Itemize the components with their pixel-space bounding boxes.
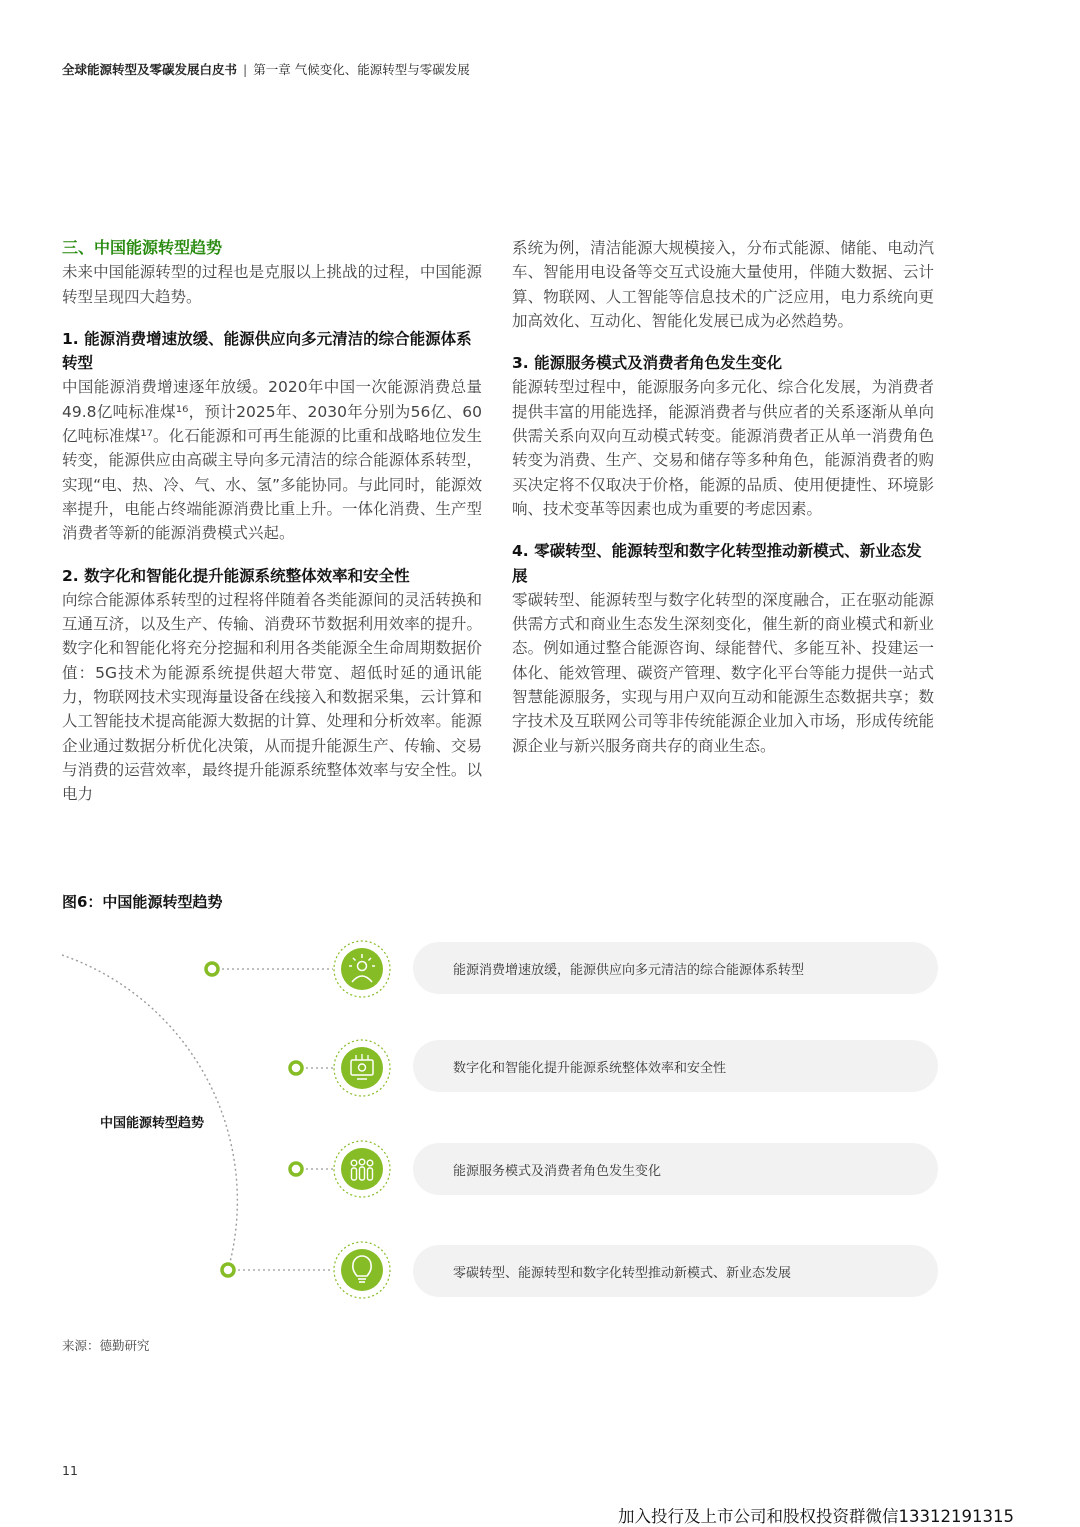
trend-pill-1-label: 能源消费增速放缓，能源供应向多元清洁的综合能源体系转型 — [453, 962, 805, 978]
people-group-icon — [334, 1141, 390, 1197]
trend-pill-1 — [413, 942, 938, 994]
trend-pill-2 — [413, 1040, 938, 1092]
trend-2-body: 向综合能源体系转型的过程将伴随着各类能源间的灵活转换和互通互济，以及生产、传输、消费环节数据利用效率的提升。数字化和智能化将充分挖掘和利用各类能源全生命周期数据价值：5G技术为能源系统提供超大带宽、超低时延的通讯能力，物联网技术实现海量设备在线接入和数据采集，云计算和人工智能技术提高能源大数据的计算、处理和分析效率。能源企业通过数据分析优化决策，从而提升能源生产、传输、交易与消费的运营效率，最终提升能源系统整体效率与安全性。以电力 — [62, 590, 482, 804]
figure-source: 来源：德勤研究 — [62, 1338, 150, 1353]
trend-4-title: 4. 零碳转型、能源转型和数字化转型推动新模式、新业态发展 — [512, 542, 922, 585]
trend-4-body: 零碳转型、能源转型与数字化转型的深度融合，正在驱动能源供需方式和商业生态发生深刻变化，催生新的商业模式和新业态。例如通过整合能源咨询、绿能替代、多能互补、投建运一体化、能效管理、碳资产管理、数字化平台等能力提供一站式智慧能源服务，实现与用户双向互动和能源生态数据共享；数字技术及互联网公司等非传统能源企业加入市场，形成传统能源企业与新兴服务商共存的商业生态。 — [512, 590, 934, 755]
trend-3-title: 3. 能源服务模式及消费者角色发生变化 — [512, 354, 783, 373]
trend-pill-3 — [413, 1143, 938, 1195]
lightbulb-icon — [334, 1242, 390, 1298]
trend-pill-2-label: 数字化和智能化提升能源系统整体效率和安全性 — [453, 1060, 727, 1076]
report-title: 全球能源转型及零碳发展白皮书 — [62, 62, 238, 77]
person-idea-icon — [334, 941, 390, 997]
running-header — [62, 60, 470, 78]
arc-node-1 — [206, 963, 218, 975]
footer-ad-text: 加入投行及上市公司和股权投资群微信13312191315 — [618, 1507, 1014, 1526]
trend-pill-4 — [413, 1245, 938, 1297]
right-column — [512, 236, 934, 758]
trend-pill-3-label: 能源服务模式及消费者角色发生变化 — [453, 1163, 662, 1179]
trend-1-title: 1. 能源消费增速放缓、能源供应向多元清洁的综合能源体系转型 — [62, 329, 472, 373]
section-intro: 未来中国能源转型的过程也是克服以上挑战的过程，中国能源转型呈现四大趋势。 — [62, 263, 482, 306]
arc-node-3 — [290, 1163, 302, 1175]
arc-node-4 — [222, 1264, 234, 1276]
digital-screen-icon — [334, 1040, 390, 1096]
chapter-title: 第一章 气候变化、能源转型与零碳发展 — [253, 62, 470, 77]
section-title: 三、中国能源转型趋势 — [62, 238, 223, 257]
diagram-center-label: 中国能源转型趋势 — [100, 1116, 205, 1131]
left-column — [62, 236, 482, 807]
page-number: 11 — [62, 1463, 78, 1478]
figure-title: 图6：中国能源转型趋势 — [62, 893, 223, 911]
trend-pill-4-label: 零碳转型、能源转型和数字化转型推动新模式、新业态发展 — [453, 1265, 792, 1281]
arc-node-2 — [290, 1062, 302, 1074]
header-separator: | — [243, 62, 248, 77]
trend-2-body-continued: 系统为例，清洁能源大规模接入，分布式能源、储能、电动汽车、智能用电设备等交互式设施大量使用，伴随大数据、云计算、物联网、人工智能等信息技术的广泛应用，电力系统向更加高效化、互动化、智能化发展已成为必然趋势。 — [512, 239, 934, 330]
trend-1-body: 中国能源消费增速逐年放缓。2020年中国一次能源消费总量49.8亿吨标准煤¹⁶，预计2025年、2030年分别为56亿、60亿吨标准煤¹⁷。化石能源和可再生能源的比重和战略地位发生转变，能源供应由高碳主导向多元清洁的综合能源体系转型，实现“电、热、冷、气、水、氢”多能协同。与此同时，能源效率提升，电能占终端能源消费比重上升。一体化消费、生产型消费者等新的能源消费模式兴起。 — [62, 378, 482, 543]
trend-3-body: 能源转型过程中，能源服务向多元化、综合化发展，为消费者提供丰富的用能选择，能源消费者与供应者的关系逐渐从单向供需关系向双向互动模式转变。能源消费者正从单一消费角色转变为消费、生产、交易和储存等多种角色，能源消费者的购买决定将不仅取决于价格，能源的品质、使用便捷性、环境影响、技术变革等因素也成为重要的考虑因素。 — [512, 378, 934, 518]
trend-2-title: 2. 数字化和智能化提升能源系统整体效率和安全性 — [62, 566, 410, 585]
